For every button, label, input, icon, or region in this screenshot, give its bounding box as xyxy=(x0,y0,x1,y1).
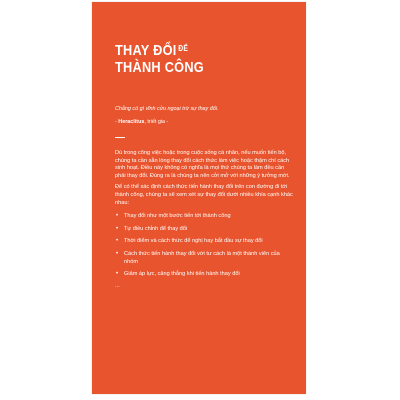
list-ellipsis: ... xyxy=(115,282,120,289)
bullet-dot: • xyxy=(116,250,119,257)
epigraph-author xyxy=(115,118,294,126)
body-paragraph-2: Để có thể xác định cách thức tiến hành thay đổi trên con đường đi tới thành công, chúng ta sẽ xem xét sự thay đổi dưới nhiều khía cạnh khác nhau: xyxy=(115,184,293,206)
topic-list-item xyxy=(115,213,294,221)
title-main-words: THAY ĐỔI xyxy=(115,42,177,59)
topic-list-item xyxy=(115,251,294,266)
book-title-line-1 xyxy=(115,40,267,59)
author-prefix: - xyxy=(115,119,119,125)
bullet-dot: • xyxy=(116,238,119,245)
topic-list-item xyxy=(115,271,294,279)
topic-text: Giảm áp lực, căng thẳng khi tiến hành thay đổi xyxy=(124,271,240,278)
topic-list-item xyxy=(115,238,294,246)
book-title-line-2: THÀNH CÔNG xyxy=(115,59,204,76)
topic-text: Thời điểm và cách thức để nghị hay bắt đầu sự thay đổi xyxy=(124,238,263,245)
body-paragraph-1: Dù trong công việc hoặc trong cuộc sống cá nhân, nếu muốn tiến bộ, chúng ta cần sẵn lòng thay đổi cách thức làm việc hoặc thậm chí cách sinh hoạt. Điều này không có nghĩa là mọi thứ chúng ta làm đều cần phải thay đổi. Đúng ra là chúng ta nên cởi mở với những ý tưởng mới. xyxy=(115,150,290,179)
topic-list-item xyxy=(115,226,294,234)
topic-text: Thay đổi như một bước tiến tới thành công xyxy=(124,213,231,220)
author-name: Heraclitus xyxy=(118,119,145,125)
bullet-dot: • xyxy=(116,225,119,232)
author-suffix: , triết gia - xyxy=(144,119,169,125)
topic-list xyxy=(115,213,294,279)
bullet-dot: • xyxy=(116,271,119,278)
book-back-cover xyxy=(92,2,306,394)
title-small-word: ĐỂ xyxy=(178,44,189,53)
topic-text: Tự điều chỉnh để thay đổi xyxy=(124,225,188,232)
topic-text: Cách thức tiến hành thay đổi với tư cách là một thành viên của nhóm xyxy=(124,250,280,265)
divider-line xyxy=(115,137,125,138)
bullet-dot: • xyxy=(116,213,119,220)
epigraph-quote: Chẳng có gì vĩnh cửu ngoại trừ sự thay đổi. xyxy=(115,106,219,112)
